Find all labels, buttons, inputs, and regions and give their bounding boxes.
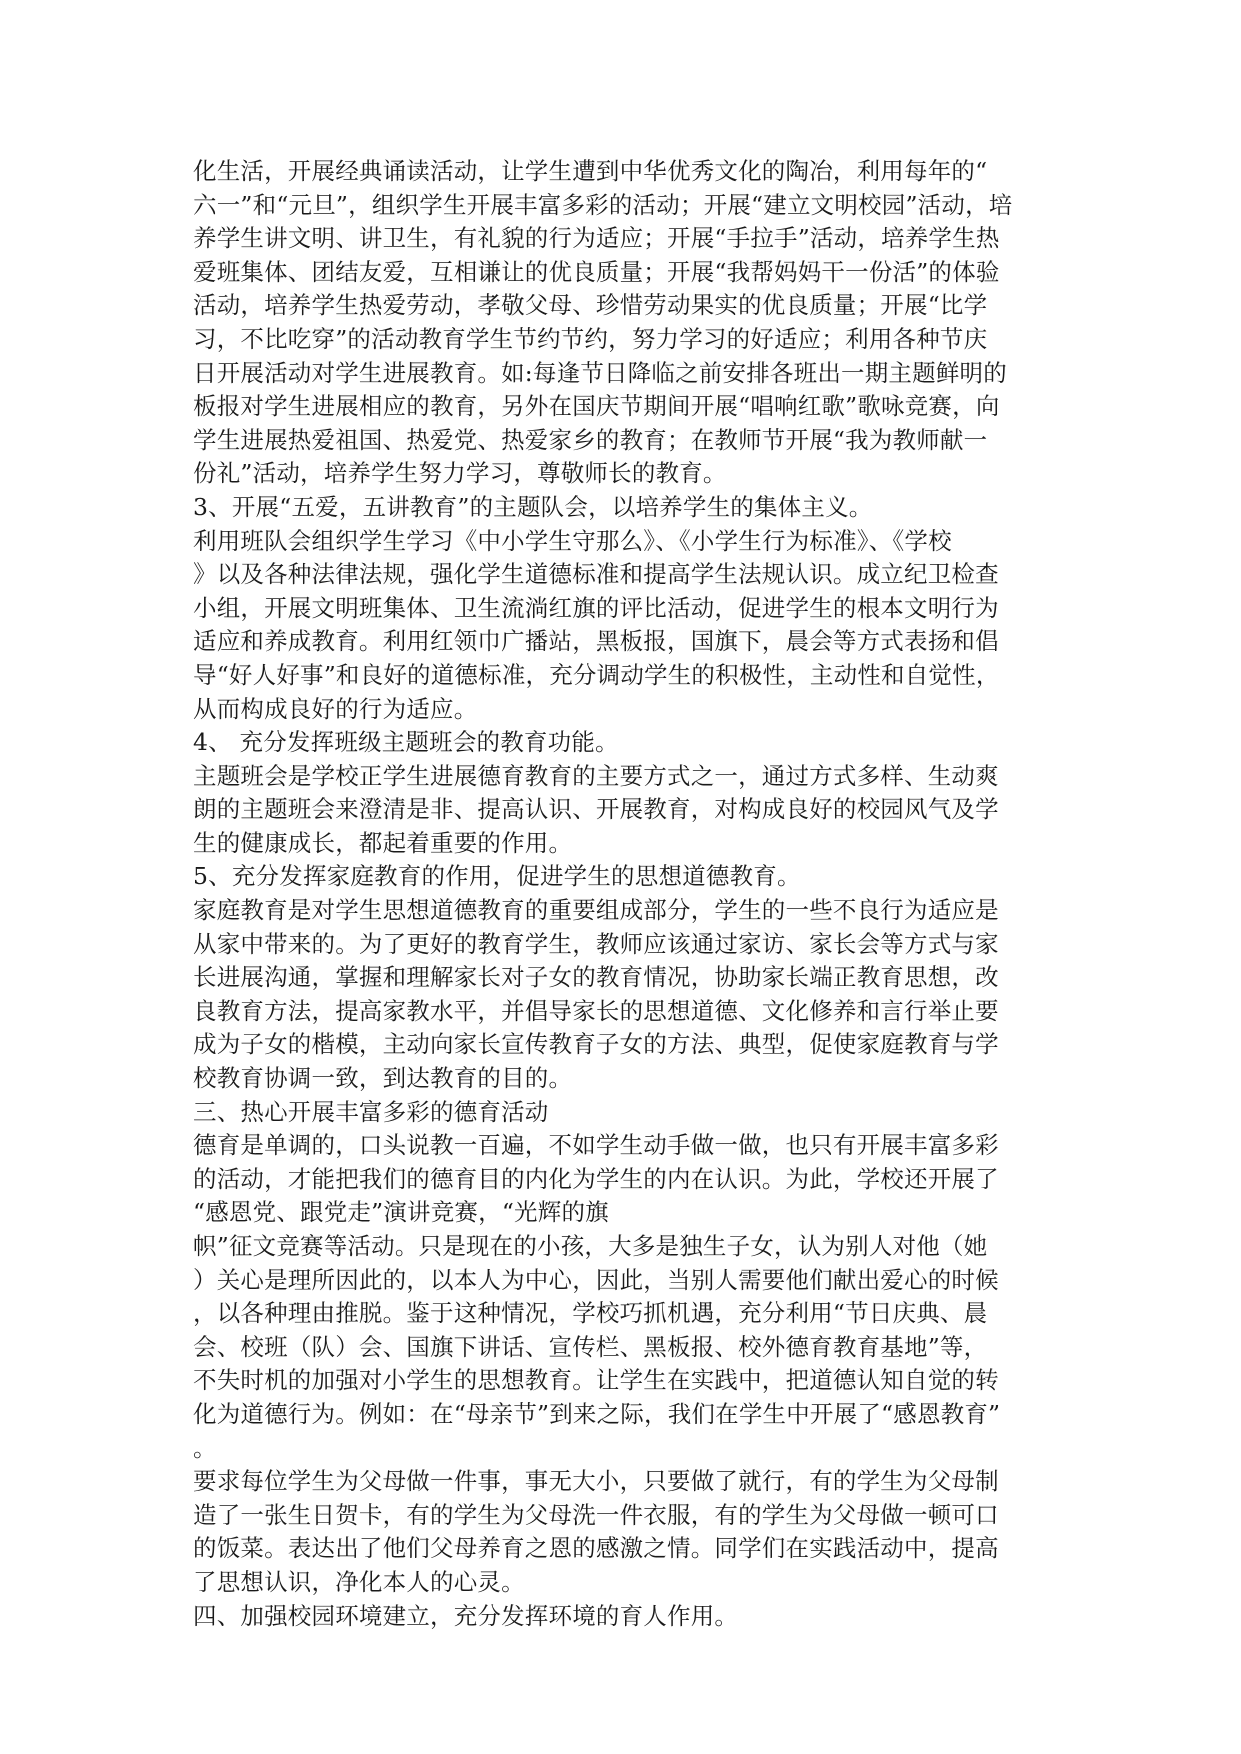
body-line: 会、校班（队）会、国旗下讲话、宣传栏、黑板报、校外德育教育基地”等， [193,1332,988,1361]
body-line: 适应和养成教育。利用红领巾广播站，黑板报，国旗下，晨会等方式表扬和倡 [193,627,999,656]
body-line: 小组，开展文明班集体、卫生流淌红旗的评比活动，促进学生的根本文明行为 [193,593,999,622]
body-line: ）关心是理所因此的，以本人为中心，因此，当别人需要他们献出爱心的时候 [193,1265,999,1294]
body-line: “感恩党、跟党走”演讲竞赛，“光辉的旗 [193,1198,609,1227]
body-line: 生的健康成长，都起着重要的作用。 [193,828,573,857]
body-line: 造了一张生日贺卡，有的学生为父母洗一件衣服，有的学生为父母做一顿可口 [193,1500,999,1529]
body-line: 习，不比吃穿”的活动教育学生节约节约，努力学习的好适应；利用各种节庆 [193,324,988,353]
body-line: ，以各种理由推脱。鉴于这种情况，学校巧抓机遇，充分利用“节日庆典、晨 [193,1299,988,1328]
section-heading-three: 三、热心开展丰富多彩的德育活动 [193,1097,549,1126]
section-heading-5: 5、充分发挥家庭教育的作用，促进学生的思想道德教育。 [193,862,801,891]
body-line: 导“好人好事”和良好的道德标准，充分调动学生的积极性，主动性和自觉性， [193,660,1000,689]
body-line: 长进展沟通，掌握和理解家长对子女的教育情况，协助家长端正教育思想，改 [193,963,999,992]
body-line: 从家中带来的。为了更好的教育学生，教师应该通过家访、家长会等方式与家 [193,929,999,958]
body-line: 德育是单调的，口头说教一百遍，不如学生动手做一做，也只有开展丰富多彩 [193,1131,999,1160]
body-line: 。 [193,1433,217,1462]
body-line: 利用班队会组织学生学习《中小学生守那么》、《小学生行为标准》、《学校 [193,526,952,555]
section-heading-4: 4、 充分发挥班级主题班会的教育功能。 [193,728,619,757]
body-line: 家庭教育是对学生思想道德教育的重要组成部分，学生的一些不良行为适应是 [193,896,999,925]
body-line: 份礼”活动，培养学生努力学习，尊敬师长的教育。 [193,459,727,488]
body-line: 活动，培养学生热爱劳动，孝敬父母、珍惜劳动果实的优良质量；开展“比学 [193,291,988,320]
body-line: 良教育方法，提高家教水平，并倡导家长的思想道德、文化修养和言行举止要 [193,996,999,1025]
section-heading-3: 3、开展“五爱，五讲教育”的主题队会，以培养学生的集体主义。 [193,492,873,521]
body-line: 朗的主题班会来澄清是非、提高认识、开展教育，对构成良好的校园风气及学 [193,795,999,824]
body-line: 爱班集体、团结友爱，互相谦让的优良质量；开展“我帮妈妈干一份活”的体验 [193,257,1000,286]
body-line: 从而构成良好的行为适应。 [193,694,478,723]
body-line: 板报对学生进展相应的教育，另外在国庆节期间开展“唱响红歌”歌咏竞赛，向 [193,392,1000,421]
body-line: 不失时机的加强对小学生的思想教育。让学生在实践中，把道德认知自觉的转 [193,1366,999,1395]
body-line: 帜”征文竞赛等活动。只是现在的小孩，大多是独生子女，认为别人对他（她 [193,1232,988,1260]
body-line: 主题班会是学校正学生进展德育教育的主要方式之一，通过方式多样、生动爽 [193,761,999,790]
body-line: 了思想认识，净化本人的心灵。 [193,1567,525,1596]
document-body [193,155,1053,1633]
body-line: 化生活，开展经典诵读活动，让学生遭到中华优秀文化的陶冶，利用每年的“ [193,157,988,185]
body-line: 日开展活动对学生进展教育。如:每逢节日降临之前安排各班出一期主题鲜明的 [193,358,1007,387]
body-line: 成为子女的楷模，主动向家长宣传教育子女的方法、典型，促使家庭教育与学 [193,1030,999,1059]
body-line: 校教育协调一致，到达教育的目的。 [193,1064,573,1093]
body-line: 化为道德行为。例如：在“母亲节”到来之际，我们在学生中开展了“感恩教育” [193,1399,1001,1428]
body-line: 的活动，才能把我们的德育目的内化为学生的内在认识。为此，学校还开展了 [193,1164,999,1193]
body-line: 要求每位学生为父母做一件事，事无大小，只要做了就行，有的学生为父母制 [193,1467,999,1496]
body-line: 》以及各种法律法规，强化学生道德标准和提高学生法规认识。成立纪卫检查 [193,560,999,589]
body-line: 养学生讲文明、讲卫生，有礼貌的行为适应；开展“手拉手”活动，培养学生热 [193,224,1000,253]
section-heading-four: 四、加强校园环境建立，充分发挥环境的育人作用。 [193,1601,739,1630]
body-line: 学生进展热爱祖国、热爱党、热爱家乡的教育；在教师节开展“我为教师献一 [193,425,988,454]
body-line: 六一”和“元旦”，组织学生开展丰富多彩的活动；开展“建立文明校园”活动，培 [193,190,1013,219]
body-line: 的饭菜。表达出了他们父母养育之恩的感激之情。同学们在实践活动中，提高 [193,1534,999,1563]
